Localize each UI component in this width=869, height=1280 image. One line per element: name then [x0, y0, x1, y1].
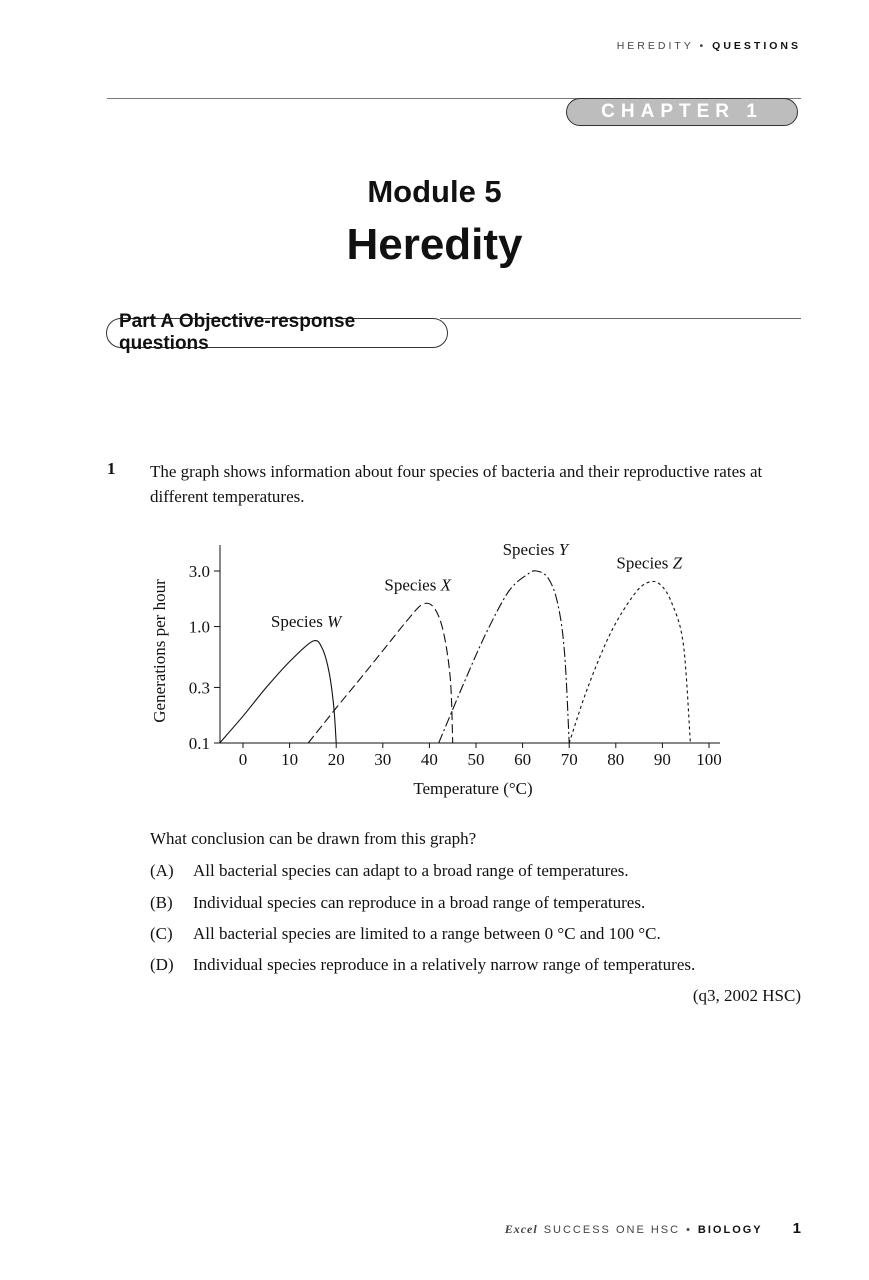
x-tick-label: 90: [653, 750, 671, 769]
series-line-species-z: [569, 581, 690, 743]
series-label: Species Z: [616, 553, 683, 573]
chart-series: [220, 571, 691, 743]
y-tick-label: 0.1: [188, 734, 210, 753]
x-tick-label: 0: [238, 750, 248, 769]
series-label: Species X: [384, 575, 451, 595]
x-tick-label: 30: [374, 750, 392, 769]
footer-subject: BIOLOGY: [697, 1224, 763, 1236]
x-tick-label: 20: [327, 750, 345, 769]
question-source: (q3, 2002 HSC): [692, 986, 801, 1005]
series-label: Species W: [270, 612, 342, 632]
option-letter: (A): [150, 861, 174, 880]
question-number: 1: [107, 459, 116, 478]
footer-series: SUCCESS ONE HSC: [543, 1224, 681, 1236]
page-number: 1: [792, 1220, 801, 1237]
x-tick-label: 10: [281, 750, 299, 769]
x-tick-label: 50: [467, 750, 485, 769]
option-text: Individual species reproduce in a relatively narrow range of temperatures.: [193, 955, 696, 974]
series-line-species-w: [220, 640, 337, 743]
x-tick-label: 70: [560, 750, 578, 769]
series-line-species-y: [439, 571, 570, 743]
header-subsection: QUESTIONS: [712, 40, 801, 52]
page-footer: [505, 1220, 801, 1237]
footer-separator: •: [686, 1224, 692, 1236]
x-ticks: [239, 743, 722, 769]
y-axis-label: Generations per hour: [150, 579, 169, 723]
footer-brand: Excel: [504, 1222, 538, 1236]
header-separator: •: [699, 40, 707, 52]
series-label: Species Y: [502, 540, 569, 559]
y-tick-label: 1.0: [188, 617, 210, 637]
chart-axes: [220, 545, 720, 743]
chapter-label: CHAPTER 1: [601, 101, 763, 122]
x-axis-label: Temperature (°C): [413, 779, 533, 798]
y-tick-label: 0.3: [188, 678, 210, 698]
x-tick-label: 40: [420, 750, 438, 769]
option-text: Individual species can reproduce in a broad range of temperatures.: [193, 893, 646, 912]
option-letter: (D): [150, 955, 174, 974]
module-number: Module 5: [367, 174, 502, 209]
module-title: Heredity: [346, 220, 523, 269]
option-text: All bacterial species are limited to a range between 0 °C and 100 °C.: [193, 924, 661, 943]
option-letter: (C): [150, 924, 173, 943]
x-tick-label: 100: [696, 750, 722, 769]
x-tick-label: 60: [514, 750, 532, 769]
x-tick-label: 80: [607, 750, 625, 769]
header-section: HEREDITY: [616, 40, 694, 52]
part-label: Part A Objective-response questions: [119, 311, 356, 354]
y-ticks: [189, 562, 220, 753]
question-text: The graph shows information about four species of bacteria and their reproductive rates at different temperatures.: [150, 462, 763, 506]
y-tick-label: 3.0: [188, 562, 210, 581]
option-text: All bacterial species can adapt to a broad range of temperatures.: [193, 861, 629, 880]
question-prompt: What conclusion can be drawn from this graph?: [150, 829, 477, 848]
option-letter: (B): [150, 893, 173, 912]
series-labels: [271, 540, 683, 631]
